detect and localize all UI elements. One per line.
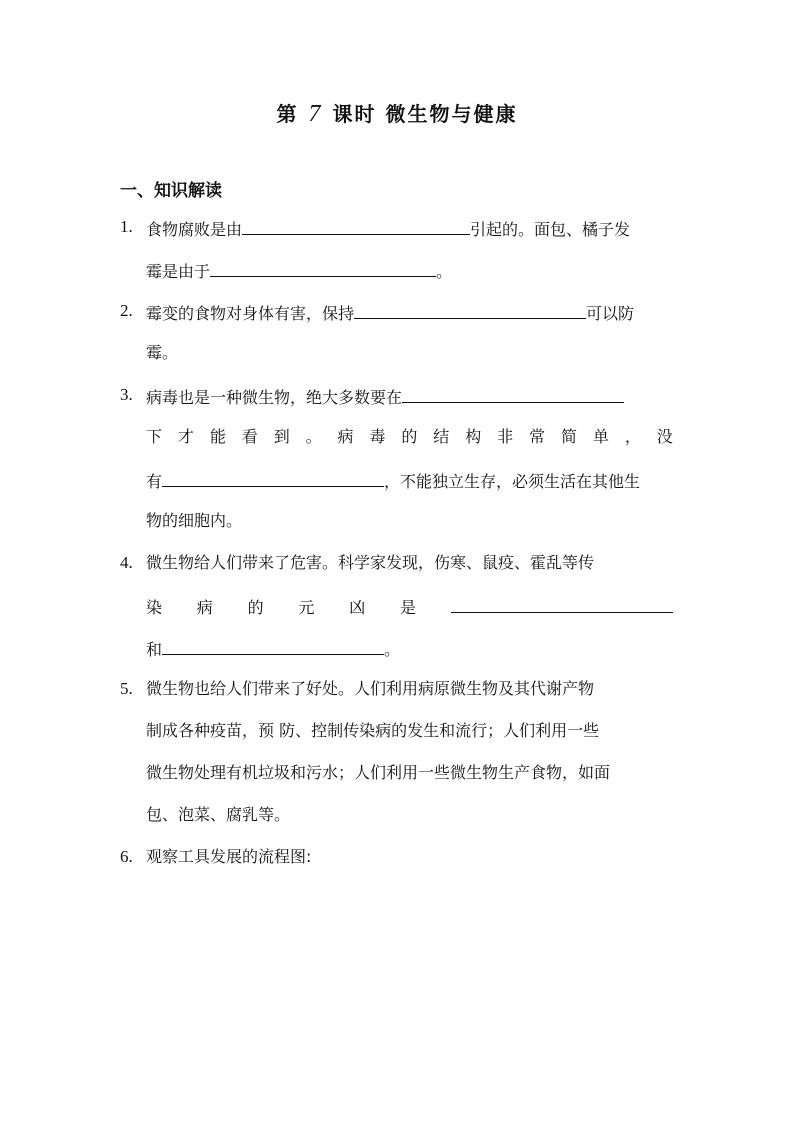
q2-line2: 霉。 [146, 343, 179, 362]
q3-char: 才 [177, 427, 194, 446]
q4-spread [146, 597, 416, 619]
q4-char: 凶 [349, 598, 366, 617]
q3-char: 构 [465, 427, 482, 446]
q1-line1 [146, 216, 630, 241]
q4-line2 [146, 594, 673, 619]
q4-blank-1[interactable] [451, 594, 673, 613]
q3-char: 常 [529, 427, 546, 446]
page-title [0, 98, 794, 128]
q3-line3-before: 有 [146, 472, 163, 491]
q4-char: 元 [298, 598, 315, 617]
q3-char: 非 [497, 427, 514, 446]
title-part2: 课时 微生物与健康 [332, 102, 518, 126]
q3-line4: 物的细胞内。 [146, 511, 243, 530]
title-number: 7 [308, 101, 323, 127]
q3-line2 [146, 426, 673, 448]
q1-blank-1[interactable] [242, 216, 470, 235]
title-part1: 第 [276, 102, 299, 126]
q2-line1-before: 霉变的食物对身体有害，保持 [146, 304, 355, 323]
q4-line3 [146, 636, 400, 661]
q3-char: 结 [433, 427, 450, 446]
q6-index: 6. [120, 847, 133, 866]
q4-char: 是 [399, 598, 416, 617]
q3-char: 毒 [369, 427, 386, 446]
q5-line2: 制成各种疫苗，预 防、控制传染病的发生和流行；人们利用一些 [146, 721, 600, 740]
q3-line3 [146, 468, 640, 493]
q4-line3-before: 和 [146, 640, 163, 659]
q4-index: 4. [120, 553, 133, 572]
q3-blank-2[interactable] [162, 468, 384, 487]
q3-blank-1[interactable] [402, 384, 624, 403]
q5-line3: 微生物处理有机垃圾和污水；人们利用一些微生物生产食物，如面 [146, 763, 611, 782]
q3-char: 。 [305, 427, 322, 446]
q1-line2-before: 霉是由于 [146, 262, 211, 281]
q3-char: 单 [592, 427, 609, 446]
q1-blank-2[interactable] [210, 258, 436, 277]
q4-char: 的 [247, 598, 264, 617]
q3-index: 3. [120, 385, 133, 404]
q5-line1: 微生物也给人们带来了好处。人们利用病原微生物及其代谢产物 [146, 679, 595, 698]
q4-char: 染 [146, 598, 163, 617]
q3-char: 病 [337, 427, 354, 446]
q2-line1-after: 可以防 [586, 304, 635, 323]
q1-line1-before: 食物腐败是由 [146, 220, 243, 239]
section-heading: 一、知识解读 [120, 181, 222, 201]
q2-index: 2. [120, 301, 133, 320]
q5-index: 5. [120, 679, 133, 698]
q1-line2-after: 。 [436, 262, 453, 281]
q3-char: 下 [146, 427, 163, 446]
q3-line1 [146, 384, 624, 409]
q1-index: 1. [120, 217, 133, 236]
q3-char: 能 [209, 427, 226, 446]
q3-line1-before: 病毒也是一种微生物，绝大多数要在 [146, 388, 403, 407]
q3-char: 看 [241, 427, 258, 446]
q3-char: 到 [273, 427, 290, 446]
q4-line1: 微生物给人们带来了危害。科学家发现，伤寒、鼠疫、霍乱等传 [146, 553, 595, 572]
q3-char: 没 [656, 427, 673, 446]
q3-line3-after: ，不能独立生存，必须生活在其他生 [384, 472, 641, 491]
q2-line1 [146, 300, 634, 325]
q6-line1: 观察工具发展的流程图: [146, 847, 312, 866]
q4-line3-after: 。 [384, 640, 401, 659]
q1-line1-after: 引起的。面包、橘子发 [470, 220, 631, 239]
q2-blank-1[interactable] [354, 300, 586, 319]
q1-line2 [146, 258, 452, 283]
q5-line4: 包、泡菜、腐乳等。 [146, 805, 291, 824]
q4-char: 病 [196, 598, 213, 617]
q3-char: 的 [401, 427, 418, 446]
q4-blank-2[interactable] [162, 636, 384, 655]
q3-char: 简 [560, 427, 577, 446]
q3-char: ， [624, 427, 641, 446]
